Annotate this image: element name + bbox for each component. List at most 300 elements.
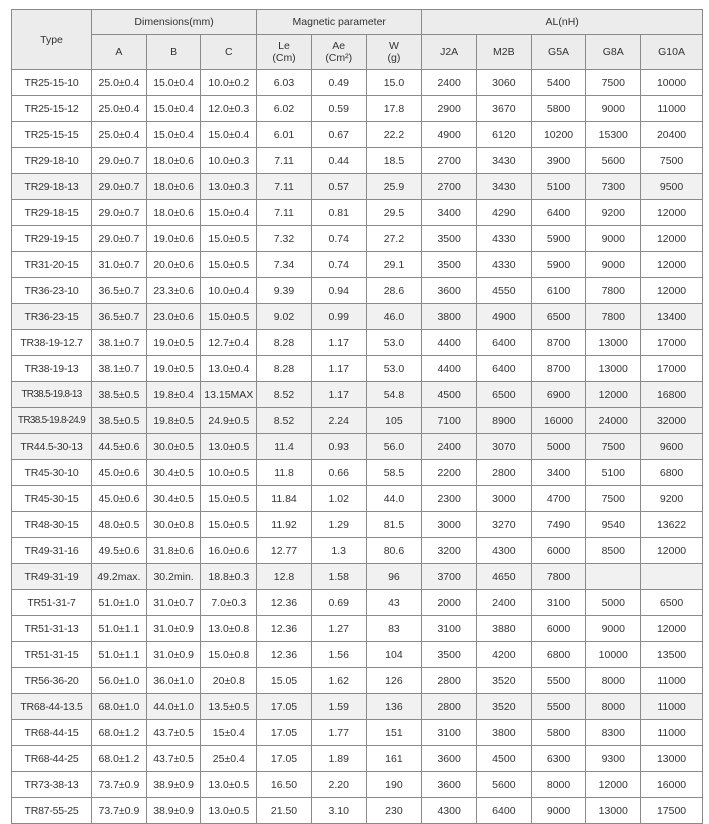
cell-type: TR38.5-19.8-24.9 — [12, 408, 92, 434]
cell-a: 49.5±0.6 — [92, 538, 147, 564]
cell-j2a: 4400 — [422, 356, 477, 382]
table-row — [12, 278, 703, 304]
cell-j2a: 2700 — [422, 148, 477, 174]
cell-b: 38.9±0.9 — [146, 772, 201, 798]
cell-g8a: 5100 — [586, 460, 641, 486]
cell-m2b: 3000 — [477, 486, 532, 512]
cell-c: 15.0±0.4 — [201, 122, 257, 148]
cell-b: 30.0±0.5 — [146, 434, 201, 460]
table-row — [12, 226, 703, 252]
cell-ae: 1.29 — [311, 512, 366, 538]
cell-c: 20±0.8 — [201, 668, 257, 694]
cell-w: 81.5 — [366, 512, 422, 538]
cell-b: 30.2min. — [146, 564, 201, 590]
cell-w: 25.9 — [366, 174, 422, 200]
cell-g8a: 7800 — [586, 278, 641, 304]
cell-a: 29.0±0.7 — [92, 174, 147, 200]
header-w-name: W — [388, 40, 399, 52]
cell-g10a: 20400 — [641, 122, 703, 148]
cell-le: 7.32 — [257, 226, 312, 252]
cell-g10a: 6800 — [641, 460, 703, 486]
cell-g8a: 9300 — [586, 746, 641, 772]
table-row — [12, 538, 703, 564]
cell-ae: 1.17 — [311, 382, 366, 408]
cell-type: TR49-31-19 — [12, 564, 92, 590]
table-row — [12, 720, 703, 746]
cell-j2a: 7100 — [422, 408, 477, 434]
cell-g10a: 32000 — [641, 408, 703, 434]
cell-g10a: 13400 — [641, 304, 703, 330]
header-magnetic-parameter: Magnetic parameter — [257, 10, 422, 35]
cell-m2b: 4300 — [477, 538, 532, 564]
cell-type: TR68-44-15 — [12, 720, 92, 746]
table-body — [12, 70, 703, 824]
header-le-unit: (Cm) — [272, 52, 296, 64]
cell-ae: 1.17 — [311, 330, 366, 356]
cell-c: 7.0±0.3 — [201, 590, 257, 616]
cell-w: 29.1 — [366, 252, 422, 278]
cell-a: 45.0±0.6 — [92, 460, 147, 486]
cell-g10a: 11000 — [641, 694, 703, 720]
cell-g8a: 7800 — [586, 304, 641, 330]
cell-w: 43 — [366, 590, 422, 616]
cell-type: TR38.5-19.8-13 — [12, 382, 92, 408]
cell-type: TR56-36-20 — [12, 668, 92, 694]
cell-g5a: 4700 — [531, 486, 586, 512]
spec-table — [11, 9, 703, 824]
cell-g10a: 6500 — [641, 590, 703, 616]
cell-ae: 0.44 — [311, 148, 366, 174]
header-w-unit: (g) — [387, 52, 401, 64]
cell-ae: 2.20 — [311, 772, 366, 798]
cell-g8a: 10000 — [586, 642, 641, 668]
cell-g5a: 9000 — [531, 798, 586, 824]
cell-type: TR45-30-10 — [12, 460, 92, 486]
cell-j2a: 3500 — [422, 252, 477, 278]
cell-w: 54.8 — [366, 382, 422, 408]
cell-ae: 0.67 — [311, 122, 366, 148]
cell-c: 13.0±0.5 — [201, 434, 257, 460]
cell-ae: 0.57 — [311, 174, 366, 200]
header-le-name: Le — [278, 40, 290, 52]
cell-g10a: 10000 — [641, 70, 703, 96]
cell-type: TR38-19-13 — [12, 356, 92, 382]
cell-m2b: 3670 — [477, 96, 532, 122]
cell-j2a: 2400 — [422, 434, 477, 460]
cell-c: 10.0±0.4 — [201, 278, 257, 304]
cell-c: 15.0±0.8 — [201, 642, 257, 668]
cell-g8a: 8300 — [586, 720, 641, 746]
cell-b: 19.0±0.6 — [146, 226, 201, 252]
cell-a: 44.5±0.6 — [92, 434, 147, 460]
cell-g5a: 16000 — [531, 408, 586, 434]
cell-b: 36.0±1.0 — [146, 668, 201, 694]
cell-a: 38.1±0.7 — [92, 330, 147, 356]
table-row — [12, 564, 703, 590]
cell-g8a: 9000 — [586, 96, 641, 122]
cell-type: TR51-31-13 — [12, 616, 92, 642]
table-row — [12, 746, 703, 772]
header-ae — [311, 35, 366, 70]
table-row — [12, 174, 703, 200]
cell-b: 30.4±0.5 — [146, 486, 201, 512]
cell-ae: 1.59 — [311, 694, 366, 720]
cell-m2b: 3880 — [477, 616, 532, 642]
cell-g10a: 9600 — [641, 434, 703, 460]
cell-g10a: 12000 — [641, 226, 703, 252]
cell-c: 12.0±0.3 — [201, 96, 257, 122]
cell-a: 68.0±1.2 — [92, 720, 147, 746]
cell-g5a: 6800 — [531, 642, 586, 668]
cell-a: 38.5±0.5 — [92, 408, 147, 434]
cell-b: 20.0±0.6 — [146, 252, 201, 278]
cell-a: 51.0±1.1 — [92, 642, 147, 668]
cell-g5a: 5500 — [531, 694, 586, 720]
cell-c: 15.0±0.5 — [201, 304, 257, 330]
cell-m2b: 3430 — [477, 174, 532, 200]
cell-le: 17.05 — [257, 720, 312, 746]
cell-ae: 2.24 — [311, 408, 366, 434]
cell-a: 51.0±1.0 — [92, 590, 147, 616]
cell-j2a: 3500 — [422, 226, 477, 252]
cell-c: 13.0±0.4 — [201, 356, 257, 382]
cell-w: 126 — [366, 668, 422, 694]
cell-ae: 1.58 — [311, 564, 366, 590]
header-m2b: M2B — [477, 35, 532, 70]
cell-g10a: 11000 — [641, 96, 703, 122]
cell-w: 56.0 — [366, 434, 422, 460]
cell-b: 15.0±0.4 — [146, 122, 201, 148]
cell-g8a: 13000 — [586, 798, 641, 824]
cell-g5a: 8700 — [531, 330, 586, 356]
cell-ae: 1.27 — [311, 616, 366, 642]
header-g10a: G10A — [641, 35, 703, 70]
cell-g10a: 13000 — [641, 746, 703, 772]
cell-g8a: 9000 — [586, 226, 641, 252]
cell-ae: 3.10 — [311, 798, 366, 824]
cell-m2b: 5600 — [477, 772, 532, 798]
cell-g10a: 9500 — [641, 174, 703, 200]
cell-w: 58.5 — [366, 460, 422, 486]
cell-c: 16.0±0.6 — [201, 538, 257, 564]
cell-c: 15.0±0.5 — [201, 512, 257, 538]
cell-c: 24.9±0.5 — [201, 408, 257, 434]
cell-b: 23.3±0.6 — [146, 278, 201, 304]
cell-g10a: 12000 — [641, 278, 703, 304]
cell-m2b: 2800 — [477, 460, 532, 486]
cell-g8a: 8500 — [586, 538, 641, 564]
cell-c: 15.0±0.4 — [201, 200, 257, 226]
cell-c: 13.0±0.5 — [201, 772, 257, 798]
cell-type: TR51-31-15 — [12, 642, 92, 668]
cell-a: 45.0±0.6 — [92, 486, 147, 512]
cell-m2b: 4650 — [477, 564, 532, 590]
cell-b: 19.0±0.5 — [146, 330, 201, 356]
cell-b: 43.7±0.5 — [146, 720, 201, 746]
cell-type: TR29-19-15 — [12, 226, 92, 252]
cell-m2b: 6500 — [477, 382, 532, 408]
table-row — [12, 486, 703, 512]
cell-w: 136 — [366, 694, 422, 720]
cell-m2b: 4900 — [477, 304, 532, 330]
cell-g10a: 17500 — [641, 798, 703, 824]
cell-type: TR45-30-15 — [12, 486, 92, 512]
cell-g5a: 5000 — [531, 434, 586, 460]
cell-j2a: 2900 — [422, 96, 477, 122]
cell-a: 25.0±0.4 — [92, 122, 147, 148]
cell-w: 46.0 — [366, 304, 422, 330]
cell-c: 10.0±0.5 — [201, 460, 257, 486]
cell-a: 29.0±0.7 — [92, 200, 147, 226]
cell-j2a: 2400 — [422, 70, 477, 96]
cell-a: 73.7±0.9 — [92, 798, 147, 824]
cell-ae: 1.3 — [311, 538, 366, 564]
cell-type: TR68-44-13.5 — [12, 694, 92, 720]
cell-g8a: 13000 — [586, 356, 641, 382]
cell-b: 23.0±0.6 — [146, 304, 201, 330]
cell-g8a: 7500 — [586, 434, 641, 460]
table-row — [12, 460, 703, 486]
cell-g10a: 11000 — [641, 720, 703, 746]
cell-g5a: 6000 — [531, 538, 586, 564]
cell-g5a: 7490 — [531, 512, 586, 538]
cell-w: 80.6 — [366, 538, 422, 564]
cell-b: 19.8±0.4 — [146, 382, 201, 408]
cell-c: 12.7±0.4 — [201, 330, 257, 356]
cell-a: 51.0±1.1 — [92, 616, 147, 642]
cell-j2a: 3600 — [422, 746, 477, 772]
cell-j2a: 3800 — [422, 304, 477, 330]
table-row — [12, 96, 703, 122]
cell-ae: 0.49 — [311, 70, 366, 96]
cell-m2b: 4500 — [477, 746, 532, 772]
cell-a: 56.0±1.0 — [92, 668, 147, 694]
cell-g8a: 7300 — [586, 174, 641, 200]
cell-b: 19.8±0.5 — [146, 408, 201, 434]
cell-w: 18.5 — [366, 148, 422, 174]
cell-g8a — [586, 564, 641, 590]
cell-j2a: 2800 — [422, 668, 477, 694]
cell-a: 31.0±0.7 — [92, 252, 147, 278]
cell-b: 15.0±0.4 — [146, 70, 201, 96]
cell-a: 36.5±0.7 — [92, 304, 147, 330]
cell-le: 6.03 — [257, 70, 312, 96]
cell-w: 105 — [366, 408, 422, 434]
cell-w: 28.6 — [366, 278, 422, 304]
table-row — [12, 70, 703, 96]
cell-ae: 0.99 — [311, 304, 366, 330]
cell-le: 11.92 — [257, 512, 312, 538]
header-le — [257, 35, 312, 70]
cell-c: 13.0±0.5 — [201, 798, 257, 824]
cell-b: 31.0±0.9 — [146, 616, 201, 642]
cell-w: 29.5 — [366, 200, 422, 226]
cell-w: 53.0 — [366, 330, 422, 356]
cell-m2b: 3800 — [477, 720, 532, 746]
cell-m2b: 6400 — [477, 798, 532, 824]
cell-m2b: 3430 — [477, 148, 532, 174]
cell-g10a: 9200 — [641, 486, 703, 512]
cell-g10a: 12000 — [641, 252, 703, 278]
cell-type: TR87-55-25 — [12, 798, 92, 824]
cell-type: TR51-31-7 — [12, 590, 92, 616]
cell-w: 22.2 — [366, 122, 422, 148]
cell-j2a: 2700 — [422, 174, 477, 200]
cell-b: 18.0±0.6 — [146, 174, 201, 200]
cell-a: 25.0±0.4 — [92, 70, 147, 96]
cell-c: 13.15MAX — [201, 382, 257, 408]
table-row — [12, 148, 703, 174]
cell-a: 68.0±1.0 — [92, 694, 147, 720]
cell-le: 11.84 — [257, 486, 312, 512]
header-b: B — [146, 35, 201, 70]
cell-type: TR29-18-15 — [12, 200, 92, 226]
cell-c: 10.0±0.3 — [201, 148, 257, 174]
cell-a: 73.7±0.9 — [92, 772, 147, 798]
cell-g5a: 6000 — [531, 616, 586, 642]
cell-a: 29.0±0.7 — [92, 148, 147, 174]
cell-c: 25±0.4 — [201, 746, 257, 772]
cell-c: 15±0.4 — [201, 720, 257, 746]
cell-g5a: 5800 — [531, 720, 586, 746]
cell-g5a: 5100 — [531, 174, 586, 200]
header-ae-unit: (Cm²) — [325, 52, 353, 64]
cell-g5a: 6100 — [531, 278, 586, 304]
cell-le: 12.36 — [257, 616, 312, 642]
cell-j2a: 3500 — [422, 642, 477, 668]
cell-g5a: 8000 — [531, 772, 586, 798]
cell-j2a: 3600 — [422, 278, 477, 304]
header-g8a: G8A — [586, 35, 641, 70]
cell-j2a: 4500 — [422, 382, 477, 408]
cell-c: 10.0±0.2 — [201, 70, 257, 96]
cell-g10a: 13500 — [641, 642, 703, 668]
cell-m2b: 3070 — [477, 434, 532, 460]
cell-b: 30.4±0.5 — [146, 460, 201, 486]
cell-type: TR29-18-10 — [12, 148, 92, 174]
cell-ae: 0.94 — [311, 278, 366, 304]
cell-g10a — [641, 564, 703, 590]
cell-j2a: 3000 — [422, 512, 477, 538]
cell-g8a: 15300 — [586, 122, 641, 148]
cell-m2b: 4550 — [477, 278, 532, 304]
cell-g5a: 3400 — [531, 460, 586, 486]
table-row — [12, 668, 703, 694]
cell-a: 68.0±1.2 — [92, 746, 147, 772]
cell-g8a: 9000 — [586, 616, 641, 642]
cell-c: 13.5±0.5 — [201, 694, 257, 720]
cell-a: 29.0±0.7 — [92, 226, 147, 252]
cell-ae: 0.93 — [311, 434, 366, 460]
cell-c: 18.8±0.3 — [201, 564, 257, 590]
cell-le: 7.34 — [257, 252, 312, 278]
cell-g5a: 5900 — [531, 226, 586, 252]
cell-g8a: 12000 — [586, 382, 641, 408]
cell-c: 13.0±0.8 — [201, 616, 257, 642]
table-row — [12, 200, 703, 226]
table-row — [12, 408, 703, 434]
cell-w: 96 — [366, 564, 422, 590]
cell-m2b: 6400 — [477, 330, 532, 356]
cell-g5a: 5500 — [531, 668, 586, 694]
cell-j2a: 2000 — [422, 590, 477, 616]
cell-j2a: 3600 — [422, 772, 477, 798]
cell-m2b: 6120 — [477, 122, 532, 148]
cell-g8a: 7500 — [586, 486, 641, 512]
table-row — [12, 772, 703, 798]
cell-ae: 1.17 — [311, 356, 366, 382]
cell-le: 9.02 — [257, 304, 312, 330]
table-row — [12, 434, 703, 460]
cell-le: 6.01 — [257, 122, 312, 148]
cell-g5a: 3100 — [531, 590, 586, 616]
cell-g10a: 12000 — [641, 200, 703, 226]
cell-g8a: 9540 — [586, 512, 641, 538]
cell-w: 83 — [366, 616, 422, 642]
cell-b: 38.9±0.9 — [146, 798, 201, 824]
cell-j2a: 3100 — [422, 616, 477, 642]
cell-le: 16.50 — [257, 772, 312, 798]
cell-w: 17.8 — [366, 96, 422, 122]
header-g5a: G5A — [531, 35, 586, 70]
table-row — [12, 590, 703, 616]
cell-ae: 0.74 — [311, 252, 366, 278]
cell-a: 49.2max. — [92, 564, 147, 590]
cell-type: TR68-44-25 — [12, 746, 92, 772]
cell-a: 36.5±0.7 — [92, 278, 147, 304]
cell-b: 18.0±0.6 — [146, 200, 201, 226]
cell-g8a: 13000 — [586, 330, 641, 356]
cell-g8a: 8000 — [586, 694, 641, 720]
cell-j2a: 2200 — [422, 460, 477, 486]
cell-g10a: 17000 — [641, 330, 703, 356]
cell-g10a: 16000 — [641, 772, 703, 798]
cell-type: TR25-15-15 — [12, 122, 92, 148]
cell-ae: 1.02 — [311, 486, 366, 512]
cell-m2b: 4200 — [477, 642, 532, 668]
cell-g5a: 6500 — [531, 304, 586, 330]
cell-ae: 0.59 — [311, 96, 366, 122]
cell-m2b: 3270 — [477, 512, 532, 538]
cell-g8a: 7500 — [586, 70, 641, 96]
cell-j2a: 3400 — [422, 200, 477, 226]
cell-j2a: 4400 — [422, 330, 477, 356]
cell-g5a: 6400 — [531, 200, 586, 226]
cell-type: TR25-15-12 — [12, 96, 92, 122]
cell-m2b: 4290 — [477, 200, 532, 226]
cell-g5a: 6300 — [531, 746, 586, 772]
cell-w: 104 — [366, 642, 422, 668]
cell-w: 53.0 — [366, 356, 422, 382]
cell-a: 38.1±0.7 — [92, 356, 147, 382]
cell-le: 8.52 — [257, 408, 312, 434]
cell-ae: 0.66 — [311, 460, 366, 486]
cell-le: 12.8 — [257, 564, 312, 590]
table-row — [12, 512, 703, 538]
cell-g10a: 11000 — [641, 668, 703, 694]
header-dimensions: Dimensions(mm) — [92, 10, 257, 35]
header-type: Type — [12, 10, 92, 70]
cell-j2a: 3700 — [422, 564, 477, 590]
cell-g8a: 5600 — [586, 148, 641, 174]
cell-g8a: 9200 — [586, 200, 641, 226]
cell-c: 15.0±0.5 — [201, 226, 257, 252]
cell-j2a: 3100 — [422, 720, 477, 746]
cell-type: TR38-19-12.7 — [12, 330, 92, 356]
cell-ae: 1.62 — [311, 668, 366, 694]
cell-a: 38.5±0.5 — [92, 382, 147, 408]
cell-le: 6.02 — [257, 96, 312, 122]
